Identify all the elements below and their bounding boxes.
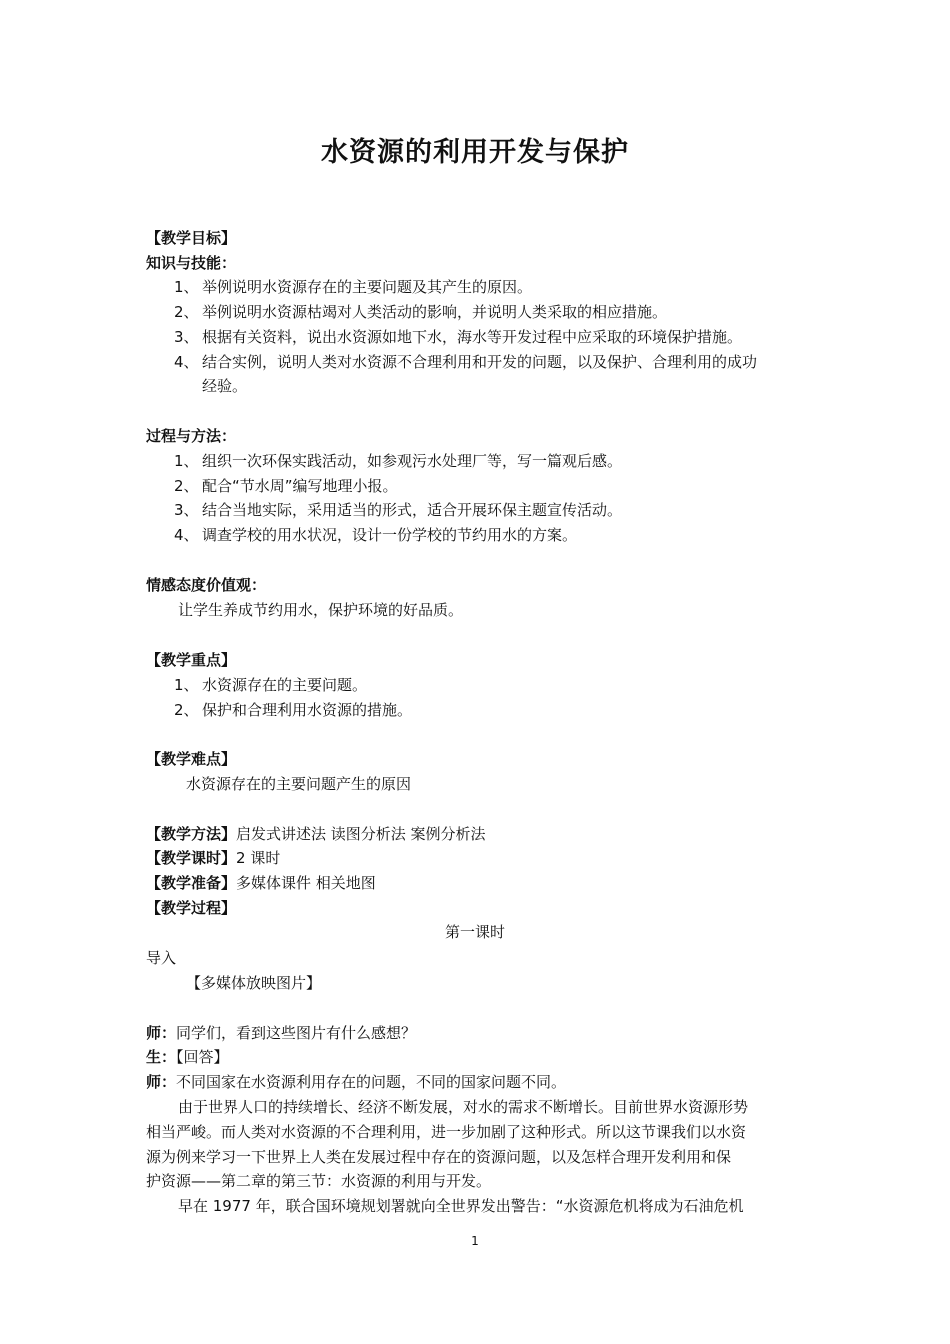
list-item: 4、 调查学校的用水状况，设计一份学校的节约用水的方案。 bbox=[174, 526, 578, 544]
objectives-heading: 【教学目标】 bbox=[146, 229, 237, 247]
preparation-line: 【教学准备】多媒体课件 相关地图 bbox=[146, 874, 376, 892]
difficulties-text: 水资源存在的主要问题产生的原因 bbox=[186, 775, 412, 793]
key-points-heading: 【教学重点】 bbox=[146, 651, 237, 669]
hours-line: 【教学课时】2 课时 bbox=[146, 849, 281, 867]
paragraph-line: 早在 1977 年，联合国环境规划署就向全世界发出警告：“水资源危机将成为石油危机 bbox=[178, 1197, 744, 1215]
dialogue-line: 生：【回答】 bbox=[146, 1048, 229, 1066]
dialogue-line: 师：同学们，看到这些图片有什么感想？ bbox=[146, 1024, 417, 1042]
paragraph-line: 相当严峻。而人类对水资源的不合理利用，进一步加剧了这种形式。所以这节课我们以水资 bbox=[146, 1123, 747, 1141]
attitude-heading: 情感态度价值观： bbox=[146, 576, 267, 594]
lesson-label: 第一课时 bbox=[444, 923, 505, 941]
list-item: 1、 组织一次环保实践活动，如参观污水处理厂等，写一篇观后感。 bbox=[174, 452, 623, 470]
list-item: 3、 结合当地实际，采用适当的形式，适合开展环保主题宣传活动。 bbox=[174, 501, 623, 519]
list-item: 2、 保护和合理利用水资源的措施。 bbox=[174, 701, 413, 719]
list-item: 2、 举例说明水资源枯竭对人类活动的影响，并说明人类采取的相应措施。 bbox=[174, 303, 668, 321]
process-section-heading: 【教学过程】 bbox=[146, 899, 237, 917]
dialogue-line: 师：不同国家在水资源利用存在的问题，不同的国家问题不同。 bbox=[146, 1073, 567, 1091]
paragraph-line: 护资源——第二章的第三节：水资源的利用与开发。 bbox=[146, 1172, 492, 1190]
list-item-continuation: 经验。 bbox=[202, 377, 248, 395]
media-note: 【多媒体放映图片】 bbox=[186, 974, 322, 992]
page-number: 1 bbox=[471, 1234, 479, 1248]
list-item: 4、 结合实例，说明人类对水资源不合理利用和开发的问题，以及保护、合理利用的成功 bbox=[174, 353, 758, 371]
paragraph-line: 由于世界人口的持续增长、经济不断发展，对水的需求不断增长。目前世界水资源形势 bbox=[178, 1098, 749, 1116]
difficulties-heading: 【教学难点】 bbox=[146, 750, 237, 768]
list-item: 1、 举例说明水资源存在的主要问题及其产生的原因。 bbox=[174, 278, 533, 296]
list-item: 3、 根据有关资料，说出水资源如地下水，海水等开发过程中应采取的环境保护措施。 bbox=[174, 328, 743, 346]
method-line: 【教学方法】启发式讲述法 读图分析法 案例分析法 bbox=[146, 825, 486, 843]
attitude-text: 让学生养成节约用水，保护环境的好品质。 bbox=[178, 601, 464, 619]
list-item: 2、 配合“节水周”编写地理小报。 bbox=[174, 477, 398, 495]
intro-label: 导入 bbox=[146, 949, 177, 967]
paragraph-line: 源为例来学习一下世界上人类在发展过程中存在的资源问题，以及怎样合理开发利用和保 bbox=[146, 1148, 732, 1166]
process-heading: 过程与方法： bbox=[146, 427, 237, 445]
knowledge-heading: 知识与技能： bbox=[146, 254, 237, 272]
page-title: 水资源的利用开发与保护 bbox=[321, 137, 629, 168]
list-item: 1、 水资源存在的主要问题。 bbox=[174, 676, 368, 694]
